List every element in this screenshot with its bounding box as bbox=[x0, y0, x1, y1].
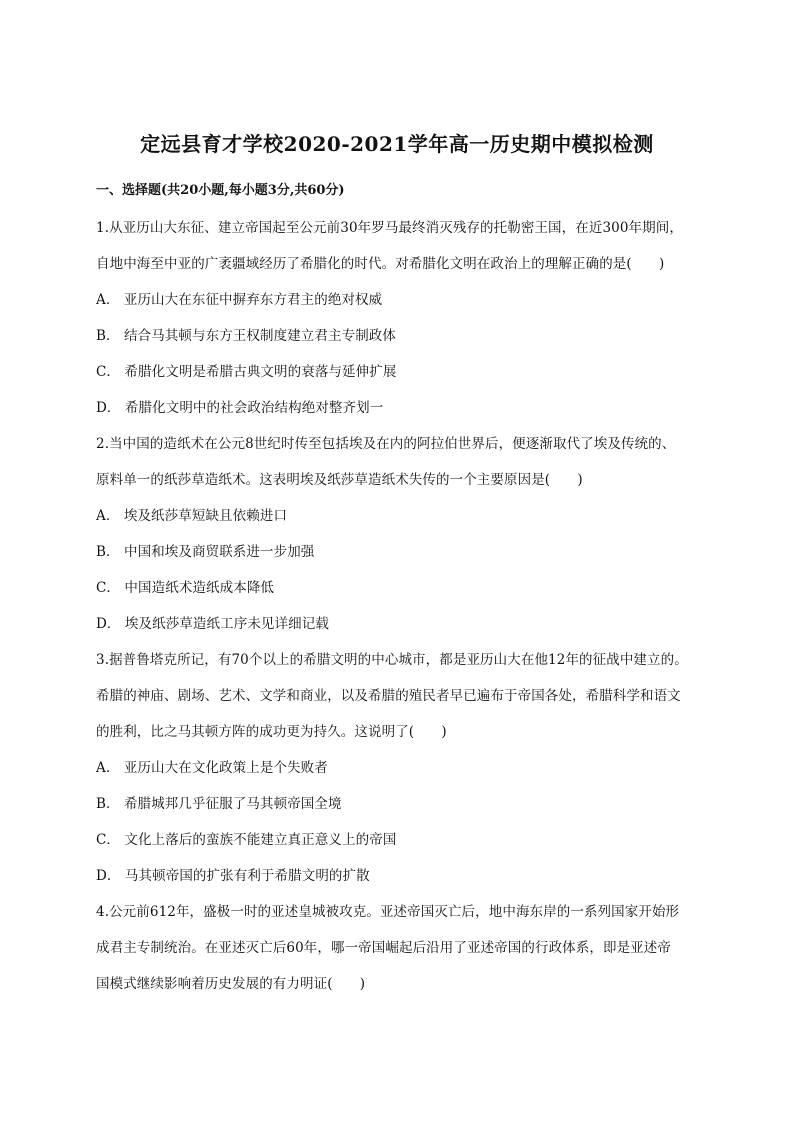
page-title: 定远县育才学校2020-2021学年高一历史期中模拟检测 bbox=[140, 132, 654, 156]
question-3-stem-line-3: 的胜利，比之马其顿方阵的成功更为持久。这说明了( ) bbox=[96, 724, 447, 740]
question-1-stem-line-2: 自地中海至中亚的广袤疆域经历了希腊化的时代。对希腊化文明在政治上的理解正确的是( ) bbox=[96, 256, 665, 272]
question-1-stem-line-1: 1.从亚历山大东征、建立帝国起至公元前30年罗马最终消灭残存的托勒密王国，在近300年期间， bbox=[96, 220, 683, 236]
section-heading: 一、选择题(共20小题,每小题3分,共60分) bbox=[96, 183, 345, 198]
question-1-option-a: A． 亚历山大在东征中摒弃东方君主的绝对权威 bbox=[96, 292, 383, 308]
question-3-stem-line-1: 3.据普鲁塔克所记，有70个以上的希腊文明的中心城市，都是亚历山大在他12年的征战中建立的。 bbox=[96, 652, 688, 668]
question-2-stem-line-2: 原料单一的纸莎草造纸术。这表明埃及纸莎草造纸术失传的一个主要原因是( ) bbox=[96, 472, 583, 488]
question-3-option-d: D． 马其顿帝国的扩张有利于希腊文明的扩散 bbox=[96, 868, 370, 884]
question-1-option-c: C． 希腊化文明是希腊古典文明的衰落与延伸扩展 bbox=[96, 364, 397, 380]
question-2-option-b: B． 中国和埃及商贸联系进一步加强 bbox=[96, 544, 315, 560]
question-4-stem-line-2: 成君主专制统治。在亚述灭亡后60年，哪一帝国崛起后沿用了亚述帝国的行政体系，即是亚述帝 bbox=[96, 940, 671, 956]
question-2-option-a: A． 埃及纸莎草短缺且依赖进口 bbox=[96, 508, 288, 524]
question-4-stem-line-3: 国模式继续影响着历史发展的有力明证( ) bbox=[96, 976, 366, 992]
question-3-option-c: C． 文化上落后的蛮族不能建立真正意义上的帝国 bbox=[96, 832, 397, 848]
question-1-option-d: D． 希腊化文明中的社会政治结构绝对整齐划一 bbox=[96, 400, 384, 416]
question-2-stem-line-1: 2.当中国的造纸术在公元8世纪时传至包括埃及在内的阿拉伯世界后，便逐渐取代了埃及传统的、 bbox=[96, 436, 676, 452]
question-3-option-b: B． 希腊城邦几乎征服了马其顿帝国全境 bbox=[96, 796, 342, 812]
question-4-stem-line-1: 4.公元前612年，盛极一时的亚述皇城被攻克。亚述帝国灭亡后，地中海东岸的一系列国家开始形 bbox=[96, 904, 680, 920]
question-2-option-c: C． 中国造纸术造纸成本降低 bbox=[96, 580, 275, 596]
question-3-stem-line-2: 希腊的神庙、剧场、艺术、文学和商业，以及希腊的殖民者早已遍布于帝国各处，希腊科学和语文 bbox=[96, 688, 681, 704]
question-1-option-b: B． 结合马其顿与东方王权制度建立君主专制政体 bbox=[96, 328, 397, 344]
question-3-option-a: A． 亚历山大在文化政策上是个失败者 bbox=[96, 760, 328, 776]
question-2-option-d: D． 埃及纸莎草造纸工序未见详细记载 bbox=[96, 616, 329, 632]
